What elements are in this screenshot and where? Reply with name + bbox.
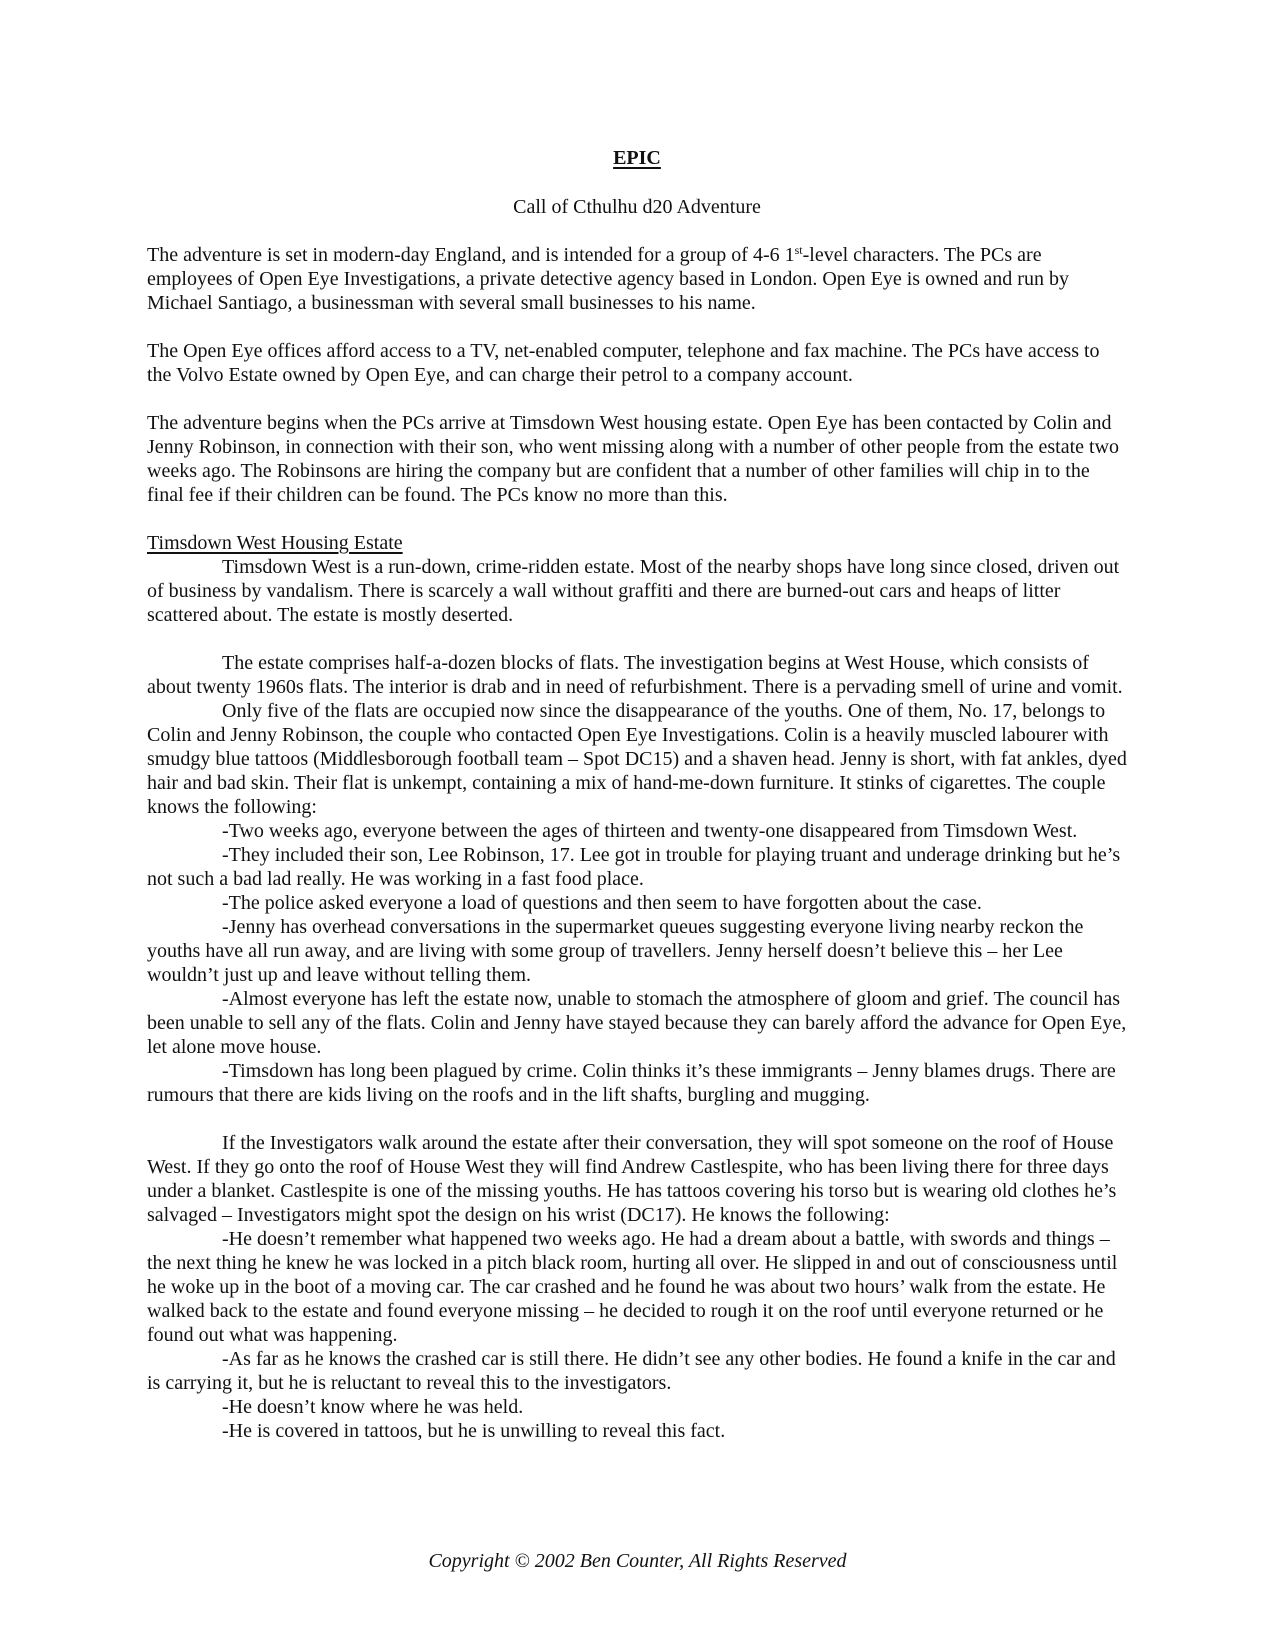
castlespite-fact-item: -He is covered in tattoos, but he is unwilling to reveal this fact. (222, 1420, 726, 1442)
paragraph-gap (147, 315, 1127, 339)
intro-paragraph-2: The Open Eye offices afford access to a TV, net-enabled computer, telephone and fax machine. The PCs have access to the Volvo Estate owned by Open Eye, and can charge their petrol to a company account. (147, 340, 1100, 386)
robinson-fact-item: -They included their son, Lee Robinson, 17. Lee got in trouble for playing truant and underage drinking but he’s not such a bad lad really. He was working in a fast food place. (147, 844, 1121, 890)
intro-text-before-superscript: The adventure is set in modern-day England, and is intended for a group of 4-6 1 (147, 244, 795, 266)
intro-text-after-superscript: -level characters. The PCs are employees of Open Eye Investigations, a private detective agency based in London. Open Eye is owned and run by Michael Santiago, a businessman with several small businesses to his name. (147, 244, 1069, 314)
paragraph-gap (147, 1107, 1127, 1131)
robinson-fact-item: -The police asked everyone a load of questions and then seem to have forgotten about the case. (222, 892, 982, 914)
section-paragraph-4: If the Investigators walk around the estate after their conversation, they will spot someone on the roof of House West. If they go onto the roof of House West they will find Andrew Castlespite, who has been living there for three days under a blanket. Castlespite is one of the missing youths. He has tattoos covering his torso but is wearing old clothes he’s salvaged – Investigators might spot the design on his wrist (DC17). He knows the following: (147, 1132, 1117, 1226)
document-subtitle: Call of Cthulhu d20 Adventure (513, 196, 761, 218)
section-paragraph-1: Timsdown West is a run-down, crime-ridden estate. Most of the nearby shops have long since closed, driven out of business by vandalism. There is scarcely a wall without graffiti and there are burned-out cars and heaps of litter scattered about. The estate is mostly deserted. (147, 556, 1120, 626)
intro-paragraph-3: The adventure begins when the PCs arrive at Timsdown West housing estate. Open Eye has been contacted by Colin and Jenny Robinson, in connection with their son, who went missing along with a number of other people from the estate two weeks ago. The Robinsons are hiring the company but are confident that a number of other families will chip in to the final fee if their children can be found. The PCs know no more than this. (147, 412, 1120, 506)
robinson-fact-item: -Two weeks ago, everyone between the ages of thirteen and twenty-one disappeared from Timsdown West. (222, 820, 1078, 842)
robinson-fact-item: -Almost everyone has left the estate now, unable to stomach the atmosphere of gloom and grief. The council has been unable to sell any of the flats. Colin and Jenny have stayed because they can barely afford the advance for Open Eye, let alone move house. (147, 988, 1127, 1058)
section-paragraph-2: The estate comprises half-a-dozen blocks of flats. The investigation begins at West House, which consists of about twenty 1960s flats. The interior is drab and in need of refurbishment. There is a pervading smell of urine and vomit. (147, 652, 1123, 698)
section-heading: Timsdown West Housing Estate (147, 532, 403, 554)
document-title: EPIC (613, 147, 661, 169)
paragraph-gap (147, 507, 1127, 531)
section-heading-line (147, 531, 1127, 555)
castlespite-fact-item: -As far as he knows the crashed car is still there. He didn’t see any other bodies. He found a knife in the car and is carrying it, but he is reluctant to reveal this to the investigators. (147, 1348, 1116, 1394)
intro-paragraph-1 (147, 243, 1127, 315)
robinson-fact-item: -Timsdown has long been plagued by crime. Colin thinks it’s these immigrants – Jenny blames drugs. There are rumours that there are kids living on the roofs and in the lift shafts, burgling and mugging. (147, 1060, 1116, 1106)
paragraph-gap (147, 627, 1127, 651)
document-body (147, 243, 1127, 1443)
paragraph-gap (147, 387, 1127, 411)
ordinal-superscript: st (794, 243, 803, 257)
copyright-footer: Copyright © 2002 Ben Counter, All Rights Reserved (428, 1550, 847, 1572)
section-paragraph-3: Only five of the flats are occupied now since the disappearance of the youths. One of them, No. 17, belongs to Colin and Jenny Robinson, the couple who contacted Open Eye Investigations. Colin is a heavily muscled labourer with smudgy blue tattoos (Middlesborough football team – Spot DC15) and a shaven head. Jenny is short, with fat ankles, dyed hair and bad skin. Their flat is unkempt, containing a mix of hand-me-down furniture. It stinks of cigarettes. The couple knows the following: (147, 700, 1127, 818)
robinson-fact-item: -Jenny has overhead conversations in the supermarket queues suggesting everyone living nearby reckon the youths have all run away, and are living with some group of travellers. Jenny herself doesn’t believe this – her Lee wouldn’t just up and leave without telling them. (147, 916, 1084, 986)
castlespite-fact-item: -He doesn’t remember what happened two weeks ago. He had a dream about a battle, with swords and things – the next thing he knew he was locked in a pitch black room, hurting all over. He slipped in and out of consciousness until he woke up in the boot of a moving car. The car crashed and he found he was about two hours’ walk from the estate. He walked back to the estate and found everyone missing – he decided to rough it on the roof until everyone returned or he found out what was happening. (147, 1228, 1118, 1346)
castlespite-fact-item: -He doesn’t know where he was held. (222, 1396, 524, 1418)
